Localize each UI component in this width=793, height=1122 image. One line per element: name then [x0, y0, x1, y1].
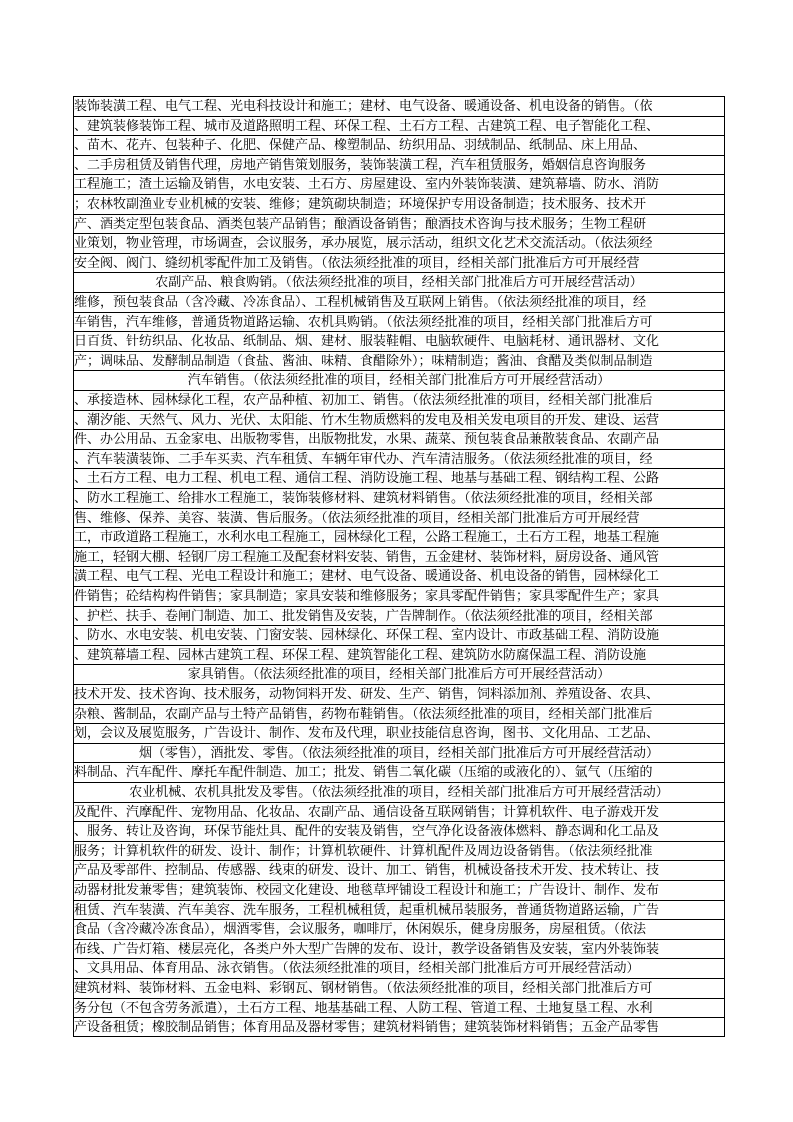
table-row — [73, 331, 725, 351]
business-scope-text: 、文具用品、体育用品、泳衣销售。（依法须经批准的项目，经相关部门批准后方可开展经营活动） — [74, 961, 640, 977]
table-row — [73, 860, 725, 880]
table-row — [73, 351, 725, 371]
table-row — [73, 1017, 725, 1037]
business-scope-text: 动器材批发兼零售；建筑装饰、校园文化建设、地毯草坪铺设工程设计和施工；广告设计、制作、发布 — [74, 883, 660, 898]
table-row — [73, 900, 725, 920]
table-row — [73, 978, 725, 998]
table-row — [73, 684, 725, 704]
business-scope-text: 件、办公用品、五金家电、出版物零售，出版物批发，水果、蔬菜、预包装食品兼散装食品、农副产品 — [74, 432, 660, 448]
table-row — [73, 194, 725, 214]
business-scope-text: 汽车销售。（依法须经批准的项目，经相关部门批准后方可开展经营活动） — [187, 373, 611, 389]
business-scope-text: 潢工程、电气工程、光电工程设计和施工；建材、电气设备、暖通设备、机电设备的销售，园林绿化工 — [74, 569, 660, 585]
business-scope-text: 件销售；砼结构构件销售；家具制造；家具安装和维修服务；家具零配件销售；家具零配件生产；家具 — [74, 589, 660, 604]
table-row — [73, 664, 725, 684]
business-scope-text: 产品及零部件、控制品、传感器、线束的研发、设计、加工、销售，机械设备技术开发、技术转让、技 — [74, 863, 660, 879]
business-scope-text: 车销售，汽车维修，普通货物道路运输、农机具购销。（依法须经批准的项目，经相关部门批准后方可 — [74, 314, 653, 330]
business-scope-text: 、苗木、花卉、包装种子、化肥、保健产品、橡塑制品、纺织用品、羽绒制品、纸制品、床上用品、 — [74, 138, 647, 154]
table-row — [73, 998, 725, 1018]
business-scope-text: 及配件、汽摩配件、宠物用品、化妆品、农副产品、通信设备互联网销售；计算机软件、电子游戏开发 — [74, 804, 660, 820]
business-scope-text: 农业机械、农机具批发及零售。（依法须经批准的项目，经相关部门批准后方可开展经营活动） — [129, 785, 669, 800]
business-scope-text: 、承接造林、园林绿化工程，农产品种植、初加工、销售。（依法须经批准的项目，经相关部门批准后 — [74, 393, 653, 408]
business-scope-text: 、防水工程施工、给排水工程施工，装饰装修材料、建筑材料销售。（依法须经批准的项目，经相关部 — [74, 491, 653, 506]
table-row — [73, 429, 725, 449]
table-row — [73, 566, 725, 586]
table-row — [73, 586, 725, 606]
business-scope-text: 装饰装潢工程、电气工程、光电科技设计和施工；建材、电气设备、暖通设备、机电设备的销售。（依 — [74, 99, 653, 114]
table-row — [73, 214, 725, 234]
table-row — [73, 802, 725, 822]
business-scope-text: 务分包（不包含劳务派遣），土石方工程、地基基础工程、人防工程、管道工程、土地复垦工程、水利 — [74, 1000, 653, 1016]
business-scope-text: 服务；计算机软件的研发、设计、制作；计算机软硬件、计算机配件及周边设备销售。（依法须经批准 — [74, 843, 653, 859]
table-row — [73, 155, 725, 175]
table-row — [73, 606, 725, 626]
table-row — [73, 958, 725, 978]
business-scope-text: 、土石方工程、电力工程、机电工程、通信工程、消防设施工程、地基与基础工程、钢结构工程、公路 — [74, 471, 660, 487]
business-scope-text: 维修，预包装食品（含冷藏、冷冻食品）、工程机械销售及互联网上销售。（依法须经批准的项目，经 — [74, 295, 647, 310]
business-scope-text: ；农林牧副渔业专业机械的安装、维修；建筑砌块制造；环境保护专用设备制造；技术服务、技术开 — [74, 197, 647, 212]
business-scope-text: 产、酒类定型包装食品、酒类包装产品销售；酿酒设备销售；酿酒技术咨询与技术服务；生物工程研 — [74, 216, 647, 232]
table-row — [73, 449, 725, 469]
table-row — [73, 96, 725, 116]
business-scope-text: 日百货、针纺织品、化妆品、纸制品、烟、建材、服装鞋帽、电脑软硬件、电脑耗材、通讯器材、文化 — [74, 334, 660, 350]
business-scope-text: 工程施工；渣土运输及销售，水电安装、土石方、房屋建设、室内外装饰装潢、建筑幕墙、防水、消防 — [74, 177, 660, 193]
business-scope-text: 租赁、汽车装潢、汽车美容、洗车服务，工程机械租赁，起重机械吊装服务，普通货物道路运输，广告 — [74, 902, 660, 918]
business-scope-text: 产设备租赁；橡胶制品销售；体育用品及器材零售；建筑材料销售；建筑装饰材料销售；五金产品零售 — [74, 1020, 660, 1036]
table-row — [73, 625, 725, 645]
business-scope-text: 建筑材料、装饰材料、五金电料、彩钢瓦、钢材销售。（依法须经批准的项目，经相关部门批准后方可 — [74, 981, 653, 996]
business-scope-text: 农副产品、粮食购销。（依法须经批准的项目，经相关部门批准后方可开展经营活动） — [155, 275, 643, 291]
business-scope-text: 烟（零售），酒批发、零售。（依法须经批准的项目，经相关部门批准后方可开展经营活动） — [138, 745, 659, 761]
table-row — [73, 704, 725, 724]
business-scope-text: 安全阀、阀门、缝纫机零配件加工及销售。（依法须经批准的项目，经相关部门批准后方可开展经营 — [74, 255, 640, 271]
table-row — [73, 919, 725, 939]
table-row — [73, 292, 725, 312]
business-scope-text: 、建筑幕墙工程、园林古建筑工程、环保工程、建筑智能化工程、建筑防水防腐保温工程、消防设施 — [74, 647, 647, 663]
business-scope-text: 施工，轻钢大棚、轻钢厂房工程施工及配套材料安装、销售，五金建材、装饰材料，厨房设备、通风管 — [74, 549, 660, 565]
table-row — [73, 723, 725, 743]
business-scope-text: 售、维修、保养、美容、装潢、售后服务。（依法须经批准的项目，经相关部门批准后方可开展经营 — [74, 510, 640, 526]
business-scope-text: 划，会议及展览服务，广告设计、制作、发布及代理，职业技能信息咨询，图书、文化用品、工艺品、 — [74, 726, 660, 742]
table-row — [73, 880, 725, 900]
business-scope-text: 、二手房租赁及销售代理，房地产销售策划服务，装饰装潢工程，汽车租赁服务，婚姻信息咨询服务 — [74, 157, 647, 173]
business-scope-text: 产；调味品、发酵制品制造（食盐、酱油、味精、食醋除外）；味精制造；酱油、食醋及类似制品制造 — [74, 353, 653, 369]
table-row — [73, 782, 725, 802]
business-scope-text: 、建筑装修装饰工程、城市及道路照明工程、环保工程、土石方工程、古建筑工程、电子智能化工程、 — [74, 118, 660, 134]
table-row — [73, 312, 725, 332]
table-row — [73, 821, 725, 841]
table-row — [73, 488, 725, 508]
business-scope-text: 、服务、转让及咨询，环保节能灶具、配件的安装及销售，空气净化设备液体燃料、静态调和化工品及 — [74, 824, 660, 840]
table-row — [73, 253, 725, 273]
table-row — [73, 547, 725, 567]
table-row — [73, 174, 725, 194]
business-scope-text: 布线、广告灯箱、楼层亮化，各类户外大型广告牌的发布、设计，教学设备销售及安装，室内外装饰装 — [74, 941, 660, 957]
table-row — [73, 135, 725, 155]
business-scope-text: 工，市政道路工程施工，水利水电工程施工，园林绿化工程，公路工程施工，土石方工程，地基工程施 — [74, 530, 660, 546]
table-row — [73, 390, 725, 410]
table-row — [73, 410, 725, 430]
business-scope-text: 业策划，物业管理，市场调查，会议服务，承办展览，展示活动，组织文化艺术交流活动。（依法须经 — [74, 236, 653, 252]
table-row — [73, 841, 725, 861]
table-row — [73, 939, 725, 959]
business-scope-text: 、护栏、扶手、卷闸门制造、加工、批发销售及安装，广告牌制作。（依法须经批准的项目，经相关部 — [74, 608, 653, 624]
table-row — [73, 272, 725, 292]
table-row — [73, 370, 725, 390]
business-scope-text: 技术开发、技术咨询、技术服务，动物饲料开发、研发、生产、销售，饲料添加剂、养殖设备、农具、 — [74, 687, 660, 702]
business-scope-text: 、防水、水电安装、机电安装、门窗安装、园林绿化、环保工程、室内设计、市政基础工程、消防设施 — [74, 628, 660, 644]
business-scope-text: 、汽车装潢装饰、二手车买卖、汽车租赁、车辆年审代办、汽车清洁服务。（依法须经批准的项目，经 — [74, 451, 653, 467]
table-row — [73, 233, 725, 253]
table-row — [73, 508, 725, 528]
table-row — [73, 527, 725, 547]
business-scope-text: 家具销售。（依法须经批准的项目，经相关部门批准后方可开展经营活动） — [187, 667, 611, 683]
business-scope-text: 杂粮、酱制品，农副产品与土特产品销售，药物布鞋销售。（依法须经批准的项目，经相关部门批准后 — [74, 706, 653, 722]
business-scope-text: 、潮汐能、天然气、风力、光伏、太阳能、竹木生物质燃料的发电及相关发电项目的开发、建设、运营 — [74, 412, 660, 428]
table-row — [73, 116, 725, 136]
table-row — [73, 743, 725, 763]
business-scope-text: 食品（含冷藏冷冻食品），烟酒零售，会议服务，咖啡厅，休闲娱乐，健身房服务，房屋租赁。（依法 — [74, 922, 647, 938]
table-row — [73, 645, 725, 665]
table-row — [73, 468, 725, 488]
table-row — [73, 762, 725, 782]
business-scope-text: 料制品、汽车配件、摩托车配件制造、加工；批发、销售二氧化碳（压缩的或液化的）、氩气（压缩的 — [74, 765, 653, 781]
